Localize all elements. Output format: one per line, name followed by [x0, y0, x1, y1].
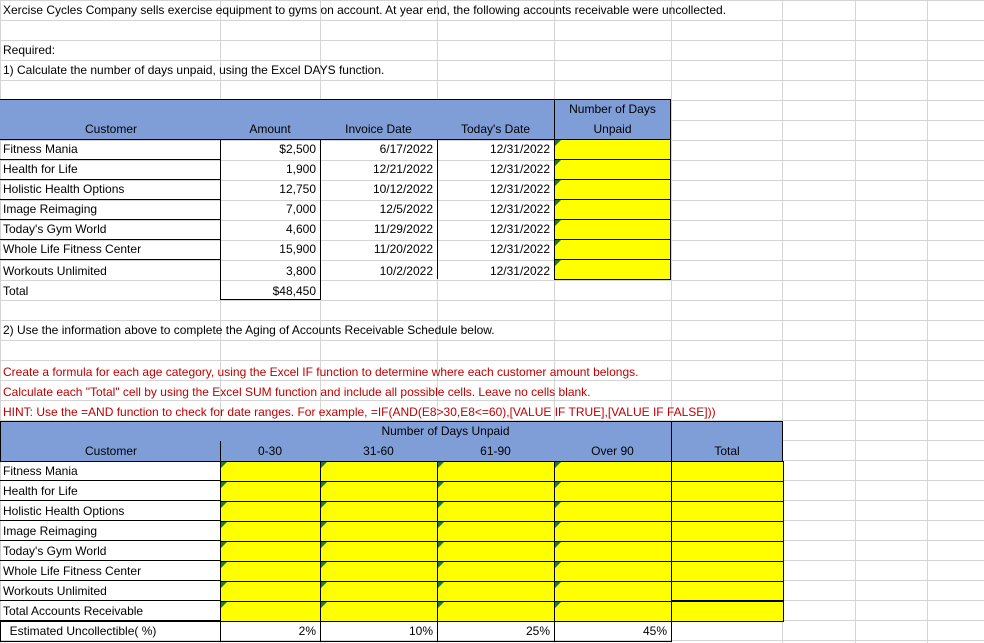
- t1-customer-cell: Whole Life Fitness Center: [3, 242, 142, 256]
- formula-indicator-icon: [555, 602, 561, 608]
- t2-aging-input[interactable]: [220, 561, 321, 582]
- t2-customer-cell: Today's Gym World: [3, 544, 107, 558]
- formula-indicator-icon: [555, 482, 561, 488]
- formula-indicator-icon: [438, 522, 444, 528]
- t2-aging-input[interactable]: [220, 581, 321, 602]
- total-underline: [671, 600, 783, 602]
- t2-aging-input[interactable]: [554, 501, 672, 522]
- formula-indicator-icon: [555, 562, 561, 568]
- t1-todays-date-cell: 12/31/2022: [489, 182, 550, 196]
- t2-aging-input[interactable]: [671, 501, 784, 522]
- t2-aging-input[interactable]: [671, 521, 784, 542]
- instruction-line-1: Create a formula for each age category, using the Excel IF function to determine where each customer amount belongs.: [3, 365, 639, 379]
- formula-indicator-icon: [321, 602, 327, 608]
- t2-customer-cell: Fitness Mania: [3, 464, 78, 478]
- t2-aging-input[interactable]: [554, 541, 672, 562]
- t2-header-divider: [671, 421, 672, 462]
- t2-aging-input[interactable]: [554, 601, 672, 622]
- formula-indicator-icon: [555, 160, 561, 166]
- t1-todays-date-cell: 12/31/2022: [489, 264, 550, 278]
- t1-invoice-date-cell: 6/17/2022: [379, 142, 433, 156]
- t1-customer-cell: Holistic Health Options: [3, 182, 125, 196]
- formula-indicator-icon: [555, 140, 561, 146]
- t1-amount-cell: 15,900: [279, 242, 316, 256]
- t2-aging-input[interactable]: [320, 561, 438, 582]
- t1-invoice-date-cell: 10/2/2022: [379, 264, 433, 278]
- t1-row-border: [0, 259, 221, 260]
- t2-aging-input[interactable]: [437, 581, 555, 602]
- t2-header-0-30: 0-30: [257, 444, 283, 458]
- formula-indicator-icon: [438, 602, 444, 608]
- intro-text: Xercise Cycles Company sells exercise equipment to gyms on account. At year end, the following accounts receivable were uncollected.: [3, 3, 727, 17]
- formula-indicator-icon: [555, 220, 561, 226]
- pct-0-30: 2%: [298, 624, 316, 638]
- gridline: [855, 0, 856, 643]
- t2-aging-input[interactable]: [320, 461, 438, 482]
- t1-days-unpaid-input[interactable]: [554, 199, 671, 220]
- formula-indicator-icon: [555, 180, 561, 186]
- t2-customer-cell: Total Accounts Receivable: [3, 604, 144, 618]
- t2-aging-input[interactable]: [671, 541, 784, 562]
- formula-indicator-icon: [221, 462, 227, 468]
- t2-aging-input[interactable]: [554, 521, 672, 542]
- pct-31-60: 10%: [408, 624, 433, 638]
- t2-aging-input[interactable]: [220, 481, 321, 502]
- t2-header-total: Total: [714, 444, 740, 458]
- question-2: 2) Use the information above to complete the Aging of Accounts Receivable Schedule below.: [3, 323, 495, 337]
- formula-indicator-icon: [555, 542, 561, 548]
- t2-customer-cell: Workouts Unlimited: [3, 584, 107, 598]
- t2-aging-input[interactable]: [320, 481, 438, 502]
- formula-indicator-icon: [321, 582, 327, 588]
- t1-invoice-date-cell: 10/12/2022: [372, 182, 433, 196]
- t1-days-unpaid-input[interactable]: [554, 219, 671, 240]
- formula-indicator-icon: [555, 582, 561, 588]
- formula-indicator-icon: [555, 260, 561, 266]
- t2-customer-cell: Whole Life Fitness Center: [3, 564, 142, 578]
- t1-todays-date-cell: 12/31/2022: [489, 202, 550, 216]
- formula-indicator-icon: [221, 522, 227, 528]
- t1-amount-cell: 1,900: [285, 162, 316, 176]
- t1-header-customer: Customer: [84, 122, 137, 136]
- t2-aging-input[interactable]: [671, 481, 784, 502]
- t1-days-unpaid-input[interactable]: [554, 139, 671, 160]
- t2-aging-input[interactable]: [437, 541, 555, 562]
- t1-todays-date-cell: 12/31/2022: [489, 162, 550, 176]
- t2-aging-input[interactable]: [220, 541, 321, 562]
- t1-header-amount: Amount: [249, 122, 291, 136]
- t2-aging-input[interactable]: [437, 601, 555, 622]
- formula-indicator-icon: [438, 502, 444, 508]
- t2-aging-input[interactable]: [320, 541, 438, 562]
- formula-indicator-icon: [321, 482, 327, 488]
- t1-customer-cell: Today's Gym World: [3, 222, 107, 236]
- formula-indicator-icon: [555, 522, 561, 528]
- pct-over-90: 45%: [642, 624, 667, 638]
- t2-aging-input[interactable]: [320, 501, 438, 522]
- formula-indicator-icon: [221, 582, 227, 588]
- t2-header-over-90: Over 90: [591, 444, 634, 458]
- t2-aging-input[interactable]: [220, 501, 321, 522]
- t1-customer-cell: Health for Life: [3, 162, 78, 176]
- estimated-uncollectible-label: Estimated Uncollectible( %): [3, 624, 157, 638]
- t1-header-todays-date: Today's Date: [461, 122, 530, 136]
- required-label: Required:: [3, 43, 56, 57]
- t2-customer-cell: Image Reimaging: [3, 524, 98, 538]
- t1-invoice-date-cell: 11/29/2022: [373, 222, 433, 236]
- t2-aging-input[interactable]: [671, 601, 784, 622]
- t1-todays-date-cell: 12/31/2022: [489, 242, 550, 256]
- t2-aging-input[interactable]: [671, 461, 784, 482]
- t1-days-unpaid-input[interactable]: [554, 239, 671, 260]
- t2-aging-input[interactable]: [320, 601, 438, 622]
- t1-todays-date-cell: 12/31/2022: [489, 142, 550, 156]
- t2-aging-input[interactable]: [220, 521, 321, 542]
- t2-aging-input[interactable]: [671, 581, 784, 602]
- formula-indicator-icon: [221, 502, 227, 508]
- t1-amount-cell: 7,000: [285, 202, 316, 216]
- t2-header-divider: [220, 441, 221, 462]
- t2-aging-input[interactable]: [437, 521, 555, 542]
- t2-aging-input[interactable]: [320, 581, 438, 602]
- formula-indicator-icon: [438, 462, 444, 468]
- t1-invoice-date-cell: 12/5/2022: [379, 202, 433, 216]
- t1-customer-cell: Workouts Unlimited: [3, 264, 107, 278]
- t1-invoice-date-cell: 12/21/2022: [372, 162, 433, 176]
- t1-days-unpaid-input[interactable]: [554, 259, 671, 280]
- formula-indicator-icon: [321, 542, 327, 548]
- t1-header-invoice-date: Invoice Date: [345, 122, 412, 136]
- t2-aging-input[interactable]: [220, 461, 321, 482]
- t1-customer-cell: Image Reimaging: [3, 202, 98, 216]
- t2-aging-input[interactable]: [437, 561, 555, 582]
- formula-indicator-icon: [438, 482, 444, 488]
- t2-aging-input[interactable]: [437, 461, 555, 482]
- t2-aging-input[interactable]: [437, 481, 555, 502]
- t2-aging-input[interactable]: [554, 481, 672, 502]
- t1-todays-date-cell: 12/31/2022: [489, 222, 550, 236]
- instruction-line-2: Calculate each "Total" cell by using the Excel SUM function and include all possible cells. Leave no cells blank.: [3, 385, 591, 399]
- formula-indicator-icon: [221, 542, 227, 548]
- formula-indicator-icon: [321, 522, 327, 528]
- t2-aging-input[interactable]: [220, 601, 321, 622]
- t2-aging-input[interactable]: [554, 561, 672, 582]
- formula-indicator-icon: [221, 602, 227, 608]
- formula-indicator-icon: [555, 462, 561, 468]
- gridline: [927, 0, 928, 643]
- t2-header-customer: Customer: [84, 444, 137, 458]
- t1-amount-cell: 4,600: [285, 222, 316, 236]
- formula-indicator-icon: [221, 562, 227, 568]
- t2-aging-input[interactable]: [554, 581, 672, 602]
- instruction-line-3: HINT: Use the =AND function to check for date ranges. For example, =IF(AND(E8>30,E8<=60),[VALUE IF TRUE],[VALUE IF FALSE])): [3, 405, 716, 419]
- formula-indicator-icon: [555, 200, 561, 206]
- t1-total-label: Total: [3, 284, 29, 298]
- formula-indicator-icon: [555, 502, 561, 508]
- pct-61-90: 25%: [525, 624, 550, 638]
- t2-header-31-60: 31-60: [363, 444, 394, 458]
- t2-aging-input[interactable]: [554, 461, 672, 482]
- t1-days-unpaid-input[interactable]: [554, 179, 671, 200]
- formula-indicator-icon: [438, 542, 444, 548]
- formula-indicator-icon: [221, 482, 227, 488]
- t2-customer-cell: Health for Life: [3, 484, 78, 498]
- t2-aging-input[interactable]: [320, 521, 438, 542]
- t1-days-unpaid-input[interactable]: [554, 159, 671, 180]
- t1-header-days-line2: Unpaid: [593, 122, 632, 136]
- t2-aging-input[interactable]: [671, 561, 784, 582]
- t1-customer-cell: Fitness Mania: [3, 142, 78, 156]
- formula-indicator-icon: [321, 502, 327, 508]
- formula-indicator-icon: [321, 562, 327, 568]
- t1-amount-cell: 12,750: [279, 182, 316, 196]
- t1-amount-cell: 3,800: [285, 264, 316, 278]
- t1-total-amount: $48,450: [272, 284, 316, 298]
- t1-amount-cell: $2,500: [279, 142, 316, 156]
- formula-indicator-icon: [555, 240, 561, 246]
- t2-group-header: Number of Days Unpaid: [381, 424, 510, 438]
- t2-header-61-90: 61-90: [480, 444, 511, 458]
- formula-indicator-icon: [438, 582, 444, 588]
- formula-indicator-icon: [321, 462, 327, 468]
- t1-invoice-date-cell: 11/20/2022: [373, 242, 433, 256]
- question-1: 1) Calculate the number of days unpaid, using the Excel DAYS function.: [3, 63, 385, 77]
- t1-header-days-line1: Number of Days: [569, 102, 656, 116]
- t2-aging-input[interactable]: [437, 501, 555, 522]
- formula-indicator-icon: [438, 562, 444, 568]
- t2-customer-cell: Holistic Health Options: [3, 504, 125, 518]
